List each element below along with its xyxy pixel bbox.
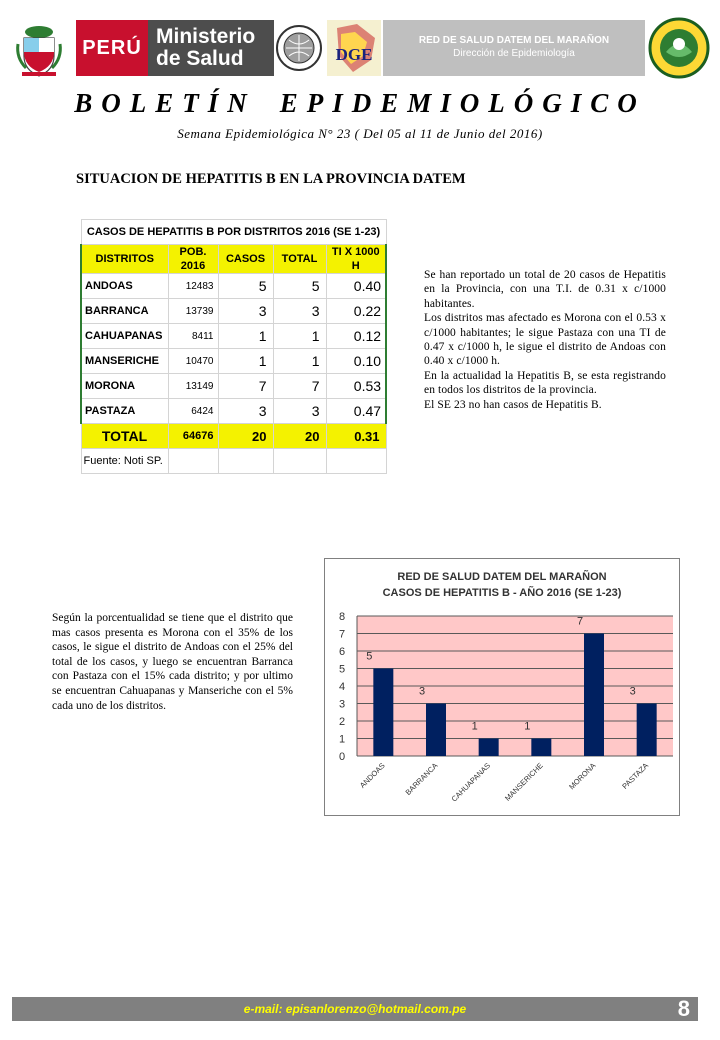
section-title: SITUACION DE HEPATITIS B EN LA PROVINCIA DATEM [76, 171, 466, 187]
table-header-row [81, 245, 386, 274]
total-total: 20 [273, 424, 326, 449]
cases-table-container [80, 219, 385, 467]
x-tick-label: MANSERICHE [503, 761, 545, 803]
percentage-paragraph: Según la porcentualidad se tiene que el distrito que mas casos presenta es Morona con el 35% de los casos, le sigue el distrito de Andoas con el 25% del total de los casos, y luego se encuentran Barranca con Pastaza con el 15% cada distrito; y por ultimo se encuentran Cahuapanas y Manseriche con el 5% cada uno de los distritos. [52, 612, 293, 712]
population-cell: 6424 [168, 399, 218, 424]
table-source: Fuente: Noti SP. [81, 449, 168, 474]
total-label: TOTAL [81, 424, 168, 449]
data-label: 1 [471, 720, 478, 733]
y-tick-label: 7 [339, 628, 346, 641]
y-tick-label: 8 [339, 611, 346, 623]
header [12, 14, 698, 76]
footer [12, 997, 698, 1021]
y-tick-label: 0 [339, 751, 346, 763]
summary-line: Los distritos mas afectado es Morona con el 0.53 x c/1000 habitantes; le sigue Pastaza con una TI de 0.47 x c/1000 h, le sigue el distrito de Andoas con 0.40 x c/1000 h. [424, 312, 666, 368]
table-row [81, 399, 386, 424]
table-row [81, 299, 386, 324]
y-tick-label: 2 [339, 716, 346, 728]
bar [637, 704, 657, 757]
red-datem-seal-icon [648, 16, 710, 80]
population-cell: 10470 [168, 349, 218, 374]
footer-email[interactable]: e-mail: episanlorenzo@hotmail.com.pe [243, 1002, 467, 1016]
table-row [81, 274, 386, 299]
population-cell: 13149 [168, 374, 218, 399]
y-tick-label: 6 [339, 646, 346, 658]
total-population: 64676 [168, 424, 218, 449]
district-cell: MORONA [81, 374, 168, 399]
table-header-cell: TOTAL [273, 245, 326, 274]
cases-cell: 3 [218, 399, 273, 424]
total-cell: 1 [273, 324, 326, 349]
ministry-name [156, 26, 255, 70]
table-total-row [81, 424, 386, 449]
district-cell: ANDOAS [81, 274, 168, 299]
table-header-cell: CASOS [218, 245, 273, 274]
summary-paragraph [424, 268, 666, 412]
table-row [81, 349, 386, 374]
table-header-cell: DISTRITOS [81, 245, 168, 274]
rate-cell: 0.22 [326, 299, 386, 324]
data-label: 1 [524, 720, 531, 733]
cases-cell: 3 [218, 299, 273, 324]
banner-line-1: RED DE SALUD DATEM DEL MARAÑON [418, 35, 610, 46]
bar [426, 704, 446, 757]
empty-cell [218, 449, 273, 474]
x-tick-label: MORONA [567, 761, 598, 792]
data-label: 5 [366, 650, 373, 663]
data-label: 3 [629, 685, 636, 698]
total-cell: 5 [273, 274, 326, 299]
y-tick-label: 5 [339, 663, 346, 676]
table-row [81, 324, 386, 349]
x-tick-label: BARRANCA [403, 761, 440, 797]
page-number: 8 [677, 996, 690, 1021]
bar [373, 669, 393, 757]
total-cell: 3 [273, 399, 326, 424]
chart-canvas [325, 559, 679, 815]
ministerio-de-salud-logo [76, 20, 282, 76]
rate-cell: 0.47 [326, 399, 386, 424]
total-cell: 1 [273, 349, 326, 374]
empty-cell [326, 449, 386, 474]
table-header-cell: POB. 2016 [168, 245, 218, 274]
cases-cell: 1 [218, 349, 273, 374]
table-header-cell: TI X 1000 H [326, 245, 386, 274]
population-cell: 8411 [168, 324, 218, 349]
cases-chart [324, 558, 680, 816]
table-title: CASOS DE HEPATITIS B POR DISTRITOS 2016 (SE 1-23) [81, 220, 386, 245]
banner-line-2: Dirección de Epidemiología [453, 48, 575, 59]
x-tick-label: PASTAZA [620, 761, 651, 791]
peru-label: PERÚ [76, 20, 148, 76]
rate-cell: 0.40 [326, 274, 386, 299]
cases-cell: 1 [218, 324, 273, 349]
cases-table [80, 219, 387, 474]
peru-coat-of-arms-icon [14, 24, 64, 78]
district-cell: CAHUAPANAS [81, 324, 168, 349]
cases-cell: 5 [218, 274, 273, 299]
renace-seal-icon [274, 20, 324, 76]
chart-title: RED DE SALUD DATEM DEL MARAÑON [397, 571, 607, 583]
dge-logo [327, 20, 381, 76]
table-source-row [81, 449, 386, 474]
ministry-line-2: de Salud [156, 47, 244, 70]
bar [584, 634, 604, 757]
total-cell: 7 [273, 374, 326, 399]
table-title-row [81, 220, 386, 245]
district-cell: MANSERICHE [81, 349, 168, 374]
population-cell: 12483 [168, 274, 218, 299]
rate-cell: 0.12 [326, 324, 386, 349]
chart-subtitle: CASOS DE HEPATITIS B - AÑO 2016 (SE 1-23) [382, 587, 622, 599]
district-cell: PASTAZA [81, 399, 168, 424]
x-tick-label: ANDOAS [357, 761, 387, 790]
total-cell: 3 [273, 299, 326, 324]
summary-line: Se han reportado un total de 20 casos de Hepatitis en la Provincia, con una T.I. de 0.31 x c/1000 habitantes. [424, 269, 666, 310]
ministry-line-1: Ministerio [156, 25, 256, 48]
bar [531, 739, 551, 757]
district-cell: BARRANCA [81, 299, 168, 324]
population-cell: 13739 [168, 299, 218, 324]
summary-line: El SE 23 no han casos de Hepatitis B. [424, 398, 602, 411]
y-tick-label: 1 [339, 733, 346, 746]
empty-cell [273, 449, 326, 474]
data-label: 3 [418, 685, 426, 698]
y-tick-label: 4 [339, 681, 346, 693]
rate-cell: 0.53 [326, 374, 386, 399]
table-row [81, 374, 386, 399]
header-banner [383, 20, 645, 76]
cases-cell: 7 [218, 374, 273, 399]
x-tick-label: CAHUAPANAS [449, 761, 493, 804]
dge-label: DGE [335, 45, 373, 64]
bulletin-title: BOLETÍN EPIDEMIOLÓGICO [74, 88, 646, 118]
y-tick-label: 3 [339, 698, 346, 711]
bar [479, 739, 499, 757]
empty-cell [168, 449, 218, 474]
data-label: 7 [576, 615, 584, 628]
total-cases: 20 [218, 424, 273, 449]
summary-line: En la actualidad la Hepatitis B, se esta registrando en todos los distritos de la provincia. [424, 369, 666, 397]
bulletin-subtitle: Semana Epidemiológica N° 23 ( Del 05 al 11 de Junio del 2016) [177, 126, 543, 141]
rate-cell: 0.10 [326, 349, 386, 374]
total-rate: 0.31 [326, 424, 386, 449]
